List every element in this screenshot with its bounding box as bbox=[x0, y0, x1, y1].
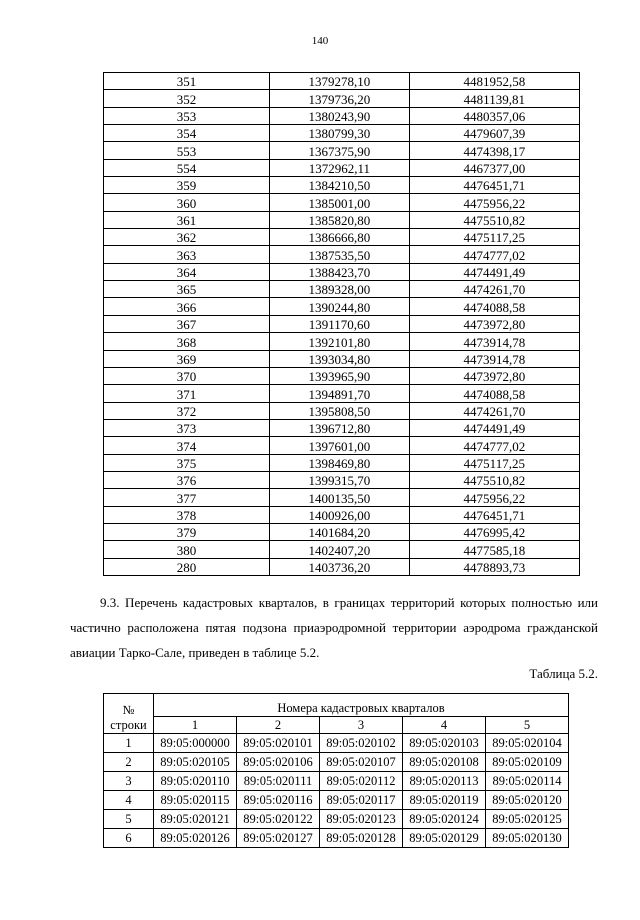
cadastral-number-cell: 89:05:020112 bbox=[320, 772, 403, 791]
x-coordinate-cell: 1385001,00 bbox=[270, 194, 410, 211]
point-number-cell: 365 bbox=[104, 281, 270, 298]
x-coordinate-cell: 1393965,90 bbox=[270, 367, 410, 384]
point-number-cell: 364 bbox=[104, 263, 270, 280]
y-coordinate-cell: 4474777,02 bbox=[409, 437, 579, 454]
cadastral-number-cell: 89:05:020122 bbox=[237, 810, 320, 829]
table-row bbox=[104, 402, 580, 419]
x-coordinate-cell: 1385820,80 bbox=[270, 211, 410, 228]
x-coordinate-cell: 1389328,00 bbox=[270, 281, 410, 298]
x-coordinate-cell: 1403736,20 bbox=[270, 558, 410, 575]
y-coordinate-cell: 4476451,71 bbox=[409, 506, 579, 523]
cadastral-number-cell: 89:05:020101 bbox=[237, 734, 320, 753]
table-row bbox=[104, 177, 580, 194]
y-coordinate-cell: 4473972,80 bbox=[409, 367, 579, 384]
y-coordinate-cell: 4474261,70 bbox=[409, 281, 579, 298]
point-number-cell: 367 bbox=[104, 315, 270, 332]
cadastral-number-cell: 89:05:020123 bbox=[320, 810, 403, 829]
point-number-cell: 359 bbox=[104, 177, 270, 194]
cadastral-number-cell: 89:05:020124 bbox=[403, 810, 486, 829]
point-number-cell: 360 bbox=[104, 194, 270, 211]
x-coordinate-cell: 1392101,80 bbox=[270, 333, 410, 350]
x-coordinate-cell: 1391170,60 bbox=[270, 315, 410, 332]
cadastral-number-cell: 89:05:020110 bbox=[154, 772, 237, 791]
cadastral-number-cell: 89:05:020127 bbox=[237, 829, 320, 848]
y-coordinate-cell: 4476451,71 bbox=[409, 177, 579, 194]
point-number-cell: 380 bbox=[104, 541, 270, 558]
cadastral-table-body bbox=[104, 734, 569, 848]
point-number-cell: 352 bbox=[104, 90, 270, 107]
column-number-row bbox=[104, 717, 569, 734]
x-coordinate-cell: 1394891,70 bbox=[270, 385, 410, 402]
y-coordinate-cell: 4473914,78 bbox=[409, 350, 579, 367]
point-number-cell: 378 bbox=[104, 506, 270, 523]
x-coordinate-cell: 1393034,80 bbox=[270, 350, 410, 367]
x-coordinate-cell: 1399315,70 bbox=[270, 471, 410, 488]
x-coordinate-cell: 1402407,20 bbox=[270, 541, 410, 558]
cadastral-number-cell: 89:05:020107 bbox=[320, 753, 403, 772]
table-row bbox=[104, 333, 580, 350]
x-coordinate-cell: 1400135,50 bbox=[270, 489, 410, 506]
point-number-cell: 554 bbox=[104, 159, 270, 176]
y-coordinate-cell: 4475956,22 bbox=[409, 489, 579, 506]
cadastral-number-cell: 89:05:020102 bbox=[320, 734, 403, 753]
table-row bbox=[104, 315, 580, 332]
x-coordinate-cell: 1379278,10 bbox=[270, 73, 410, 90]
table-row bbox=[104, 506, 580, 523]
cadastral-number-cell: 89:05:020103 bbox=[403, 734, 486, 753]
point-number-cell: 366 bbox=[104, 298, 270, 315]
y-coordinate-cell: 4474777,02 bbox=[409, 246, 579, 263]
point-number-cell: 379 bbox=[104, 523, 270, 540]
table-row bbox=[104, 734, 569, 753]
x-coordinate-cell: 1396712,80 bbox=[270, 419, 410, 436]
y-coordinate-cell: 4475510,82 bbox=[409, 471, 579, 488]
x-coordinate-cell: 1379736,20 bbox=[270, 90, 410, 107]
page-number: 140 bbox=[311, 35, 329, 47]
x-coordinate-cell: 1390244,80 bbox=[270, 298, 410, 315]
y-coordinate-cell: 4475956,22 bbox=[409, 194, 579, 211]
table-row bbox=[104, 263, 580, 280]
table-row bbox=[104, 159, 580, 176]
table-row bbox=[104, 523, 580, 540]
cadastral-number-cell: 89:05:020130 bbox=[486, 829, 569, 848]
table-row bbox=[104, 541, 580, 558]
table-row bbox=[104, 385, 580, 402]
table-row bbox=[104, 772, 569, 791]
column-number-header: 4 bbox=[403, 717, 486, 734]
table-row bbox=[104, 454, 580, 471]
point-number-cell: 376 bbox=[104, 471, 270, 488]
row-number-cell: 6 bbox=[104, 829, 154, 848]
point-number-cell: 370 bbox=[104, 367, 270, 384]
x-coordinate-cell: 1367375,90 bbox=[270, 142, 410, 159]
cadastral-number-cell: 89:05:020108 bbox=[403, 753, 486, 772]
y-coordinate-cell: 4474261,70 bbox=[409, 402, 579, 419]
y-coordinate-cell: 4474491,49 bbox=[409, 419, 579, 436]
table-caption: Таблица 5.2. bbox=[529, 666, 598, 681]
table-row bbox=[104, 558, 580, 575]
cadastral-number-cell: 89:05:020115 bbox=[154, 791, 237, 810]
y-coordinate-cell: 4481139,81 bbox=[409, 90, 579, 107]
y-coordinate-cell: 4474088,58 bbox=[409, 385, 579, 402]
x-coordinate-cell: 1400926,00 bbox=[270, 506, 410, 523]
cadastral-number-cell: 89:05:020105 bbox=[154, 753, 237, 772]
x-coordinate-cell: 1380243,90 bbox=[270, 107, 410, 124]
table-row bbox=[104, 367, 580, 384]
y-coordinate-cell: 4474398,17 bbox=[409, 142, 579, 159]
table-row bbox=[104, 211, 580, 228]
cadastral-number-cell: 89:05:020109 bbox=[486, 753, 569, 772]
point-number-cell: 361 bbox=[104, 211, 270, 228]
table-row bbox=[104, 829, 569, 848]
table-row bbox=[104, 107, 580, 124]
cadastral-number-cell: 89:05:020117 bbox=[320, 791, 403, 810]
y-coordinate-cell: 4477585,18 bbox=[409, 541, 579, 558]
point-number-cell: 553 bbox=[104, 142, 270, 159]
y-coordinate-cell: 4474088,58 bbox=[409, 298, 579, 315]
row-number-cell: 5 bbox=[104, 810, 154, 829]
column-number-header: 2 bbox=[237, 717, 320, 734]
cadastral-table bbox=[103, 693, 569, 848]
row-number-header-symbol: № bbox=[122, 703, 135, 717]
cadastral-number-cell: 89:05:020113 bbox=[403, 772, 486, 791]
cadastral-number-cell: 89:05:000000 bbox=[154, 734, 237, 753]
cadastral-number-cell: 89:05:020111 bbox=[237, 772, 320, 791]
y-coordinate-cell: 4475117,25 bbox=[409, 229, 579, 246]
table-row bbox=[104, 281, 580, 298]
cadastral-group-header: Номера кадастровых кварталов bbox=[154, 694, 569, 717]
section-paragraph: 9.3. Перечень кадастровых кварталов, в границах территорий которых полностью или частично расположена пятая подзона приаэродромной территории аэродрома гражданской авиации Тарко-Сале, приведен в таблице 5.2. bbox=[70, 595, 598, 660]
table-row bbox=[104, 73, 580, 90]
y-coordinate-cell: 4473972,80 bbox=[409, 315, 579, 332]
point-number-cell: 351 bbox=[104, 73, 270, 90]
point-number-cell: 371 bbox=[104, 385, 270, 402]
table-row bbox=[104, 810, 569, 829]
y-coordinate-cell: 4475117,25 bbox=[409, 454, 579, 471]
column-number-header: 1 bbox=[154, 717, 237, 734]
x-coordinate-cell: 1401684,20 bbox=[270, 523, 410, 540]
x-coordinate-cell: 1388423,70 bbox=[270, 263, 410, 280]
x-coordinate-cell: 1384210,50 bbox=[270, 177, 410, 194]
point-number-cell: 353 bbox=[104, 107, 270, 124]
x-coordinate-cell: 1386666,80 bbox=[270, 229, 410, 246]
x-coordinate-cell: 1395808,50 bbox=[270, 402, 410, 419]
point-number-cell: 374 bbox=[104, 437, 270, 454]
table-row bbox=[104, 471, 580, 488]
table-row bbox=[104, 489, 580, 506]
table-row bbox=[104, 350, 580, 367]
point-number-cell: 377 bbox=[104, 489, 270, 506]
cadastral-number-cell: 89:05:020128 bbox=[320, 829, 403, 848]
column-number-header: 3 bbox=[320, 717, 403, 734]
point-number-cell: 362 bbox=[104, 229, 270, 246]
row-number-header-label: строки bbox=[110, 718, 147, 732]
cadastral-number-cell: 89:05:020121 bbox=[154, 810, 237, 829]
cadastral-number-cell: 89:05:020104 bbox=[486, 734, 569, 753]
point-number-cell: 369 bbox=[104, 350, 270, 367]
point-number-cell: 280 bbox=[104, 558, 270, 575]
table-row bbox=[104, 419, 580, 436]
y-coordinate-cell: 4476995,42 bbox=[409, 523, 579, 540]
point-number-cell: 372 bbox=[104, 402, 270, 419]
row-number-cell: 4 bbox=[104, 791, 154, 810]
y-coordinate-cell: 4481952,58 bbox=[409, 73, 579, 90]
point-number-cell: 373 bbox=[104, 419, 270, 436]
x-coordinate-cell: 1397601,00 bbox=[270, 437, 410, 454]
cadastral-number-cell: 89:05:020119 bbox=[403, 791, 486, 810]
cadastral-number-cell: 89:05:020125 bbox=[486, 810, 569, 829]
point-number-cell: 375 bbox=[104, 454, 270, 471]
coordinates-table-body bbox=[104, 73, 580, 576]
table-row bbox=[104, 753, 569, 772]
y-coordinate-cell: 4479607,39 bbox=[409, 125, 579, 142]
table-row bbox=[104, 125, 580, 142]
table-row bbox=[104, 229, 580, 246]
y-coordinate-cell: 4475510,82 bbox=[409, 211, 579, 228]
row-number-cell: 3 bbox=[104, 772, 154, 791]
cadastral-number-cell: 89:05:020106 bbox=[237, 753, 320, 772]
cadastral-number-cell: 89:05:020116 bbox=[237, 791, 320, 810]
x-coordinate-cell: 1387535,50 bbox=[270, 246, 410, 263]
y-coordinate-cell: 4474491,49 bbox=[409, 263, 579, 280]
y-coordinate-cell: 4480357,06 bbox=[409, 107, 579, 124]
x-coordinate-cell: 1398469,80 bbox=[270, 454, 410, 471]
y-coordinate-cell: 4467377,00 bbox=[409, 159, 579, 176]
point-number-cell: 363 bbox=[104, 246, 270, 263]
cadastral-number-cell: 89:05:020120 bbox=[486, 791, 569, 810]
table-row bbox=[104, 437, 580, 454]
table-row bbox=[104, 142, 580, 159]
cadastral-number-cell: 89:05:020129 bbox=[403, 829, 486, 848]
cadastral-number-cell: 89:05:020126 bbox=[154, 829, 237, 848]
x-coordinate-cell: 1372962,11 bbox=[270, 159, 410, 176]
point-number-cell: 354 bbox=[104, 125, 270, 142]
row-number-cell: 2 bbox=[104, 753, 154, 772]
table-row bbox=[104, 791, 569, 810]
point-number-cell: 368 bbox=[104, 333, 270, 350]
table-row bbox=[104, 298, 580, 315]
table-row bbox=[104, 194, 580, 211]
row-number-cell: 1 bbox=[104, 734, 154, 753]
row-number-header bbox=[104, 694, 154, 734]
cadastral-number-cell: 89:05:020114 bbox=[486, 772, 569, 791]
coordinates-table bbox=[103, 72, 580, 576]
y-coordinate-cell: 4478893,73 bbox=[409, 558, 579, 575]
table-row bbox=[104, 90, 580, 107]
x-coordinate-cell: 1380799,30 bbox=[270, 125, 410, 142]
table-row bbox=[104, 246, 580, 263]
y-coordinate-cell: 4473914,78 bbox=[409, 333, 579, 350]
column-number-header: 5 bbox=[486, 717, 569, 734]
